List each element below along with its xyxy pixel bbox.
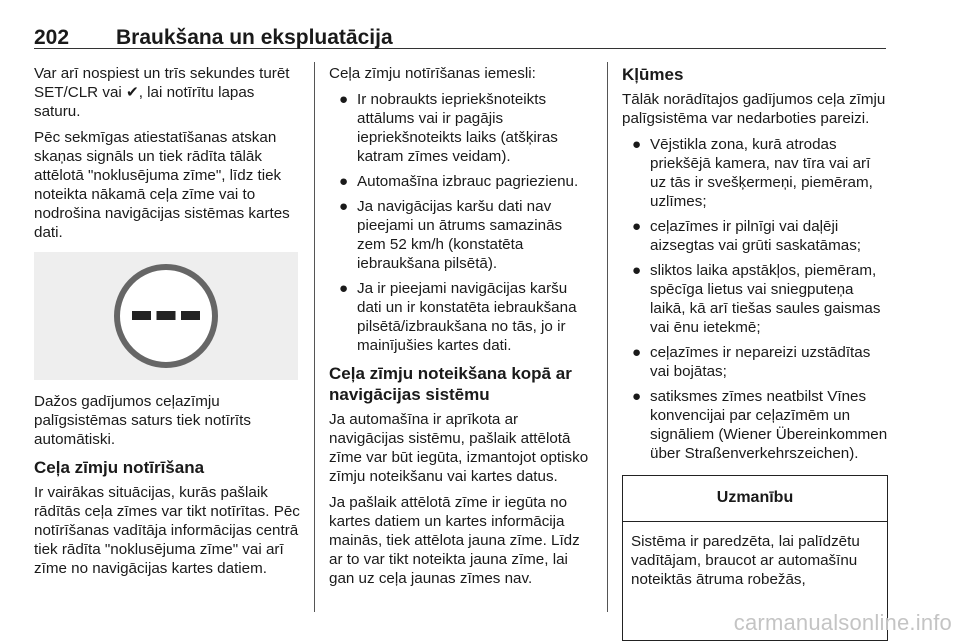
paragraph-map-data-change: Ja pašlaik attēlotā zīme ir iegūta no kartes datiem un kartes informācija mainās, tiek attēlota jauna zīme. Līdz ar to var tikt noteikta jauna zīme, lai gan uz ceļa jaunas zīmes nav. — [329, 494, 580, 587]
bullet-icon: ● — [632, 218, 642, 235]
page-number: 202 — [34, 26, 70, 49]
bullet-icon: ● — [632, 262, 642, 279]
paragraph-faults-intro: Tālāk norādītajos gadījumos ceļa zīmju palīgsistēma var nedarboties pareizi. — [622, 91, 886, 127]
column-divider-2 — [607, 62, 608, 612]
column-left — [34, 64, 302, 585]
paragraph-reset-hint: Var arī nospiest un trīs sekundes turēt SET/CLR vai ✔, lai notīrītu lapas saturu. — [34, 65, 290, 120]
clearing-reasons-list — [329, 90, 593, 355]
list-item: ● ceļazīmes ir pilnīgi vai daļēji aizsegtas vai grūti saskatāmas; — [632, 218, 862, 254]
list-item: ● sliktos laika apstākļos, piemēram, spēcīga lietus vai sniegputeņa laikā, kā arī tiešas saules gaismas vai ēnu ietekmē; — [632, 262, 881, 336]
bullet-icon: ● — [632, 136, 642, 153]
default-sign-icon — [111, 261, 221, 371]
paragraph-clearing-situations: Ir vairākas situācijas, kurās pašlaik rādītās ceļa zīmes var tikt notīrītas. Pēc notīrīšanas vadītāja informācijas centrā tiek rādīta "noklusējuma zīme" vai arī zīme no navigācijas kartes datiem. — [34, 484, 300, 577]
bullet-icon: ● — [339, 91, 349, 108]
column-middle — [329, 64, 593, 595]
list-item: ● Ir nobraukts iepriekšnoteikts attālums vai ir pagājis iepriekšnoteikts laiks (atšķiras katram zīmes veidam). — [339, 91, 558, 165]
faults-list — [622, 135, 888, 463]
heading-sign-clearing: Ceļa zīmju notīrīšana — [34, 458, 205, 477]
bullet-icon: ● — [339, 280, 349, 297]
list-item: ● satiksmes zīmes neatbilst Vīnes konvencijai par ceļazīmēm un signāliem (Wiener Übereinkommen über Straßenverkehrszeichen). — [632, 388, 888, 462]
bullet-icon: ● — [339, 198, 349, 215]
warning-title: Uzmanību — [623, 476, 887, 522]
paragraph-auto-clear: Dažos gadījumos ceļazīmju palīgsistēmas saturs tiek notīrīts automātiski. — [34, 393, 251, 448]
page-header — [34, 14, 886, 49]
list-item: ● Ja navigācijas karšu dati nav pieejami un ātrums samazinās zem 52 km/h (konstatēta iebraukšana pilsētā). — [339, 198, 563, 272]
default-sign-illustration — [34, 252, 298, 380]
list-item: ● ceļazīmes ir nepareizi uzstādītas vai bojātas; — [632, 344, 871, 380]
bullet-icon: ● — [632, 388, 642, 405]
warning-text: Sistēma ir paredzēta, lai palīdzētu vadītājam, braucot ar automašīnu noteiktās ātruma robežās, — [631, 533, 860, 588]
paragraph-reset-result: Pēc sekmīgas atiestatīšanas atskan skaņas signāls un tiek rādīta tālāk attēlotā "noklusējuma zīme", līdz tiek noteikta nākamā ceļa zīme vai to nodrošina navigācijas sistēmas kartes dati. — [34, 129, 290, 241]
watermark: carmanualsonline.info — [733, 610, 952, 635]
bullet-icon: ● — [339, 173, 349, 190]
column-right — [622, 64, 888, 641]
chapter-title: Braukšana un ekspluatācija — [116, 26, 393, 49]
list-item: ● Ja ir pieejami navigācijas karšu dati un ir konstatēta iebraukšana pilsētā/izbraukšana no tās, jo ir mainījušies kartes dati. — [339, 280, 577, 354]
paragraph-navigation-detection: Ja automašīna ir aprīkota ar navigācijas sistēmu, pašlaik attēlotā zīme var būt iegūta, izmantojot optisko zīmju noteikšanu vai kartes datus. — [329, 411, 589, 485]
bullet-icon: ● — [632, 344, 642, 361]
list-item: ● Automašīna izbrauc pagriezienu. — [339, 173, 579, 190]
column-divider-1 — [314, 62, 315, 612]
list-item: ● Vējstikla zona, kurā atrodas priekšējā kamera, nav tīra vai arī uz tās ir svešķermeņi, piemēram, uzlīmes; — [632, 136, 873, 210]
heading-navigation-detection: Ceļa zīmju noteikšana kopā ar navigācijas sistēmu — [329, 364, 572, 404]
paragraph-clearing-reasons: Ceļa zīmju notīrīšanas iemesli: — [329, 65, 536, 82]
heading-faults: Kļūmes — [622, 65, 684, 84]
